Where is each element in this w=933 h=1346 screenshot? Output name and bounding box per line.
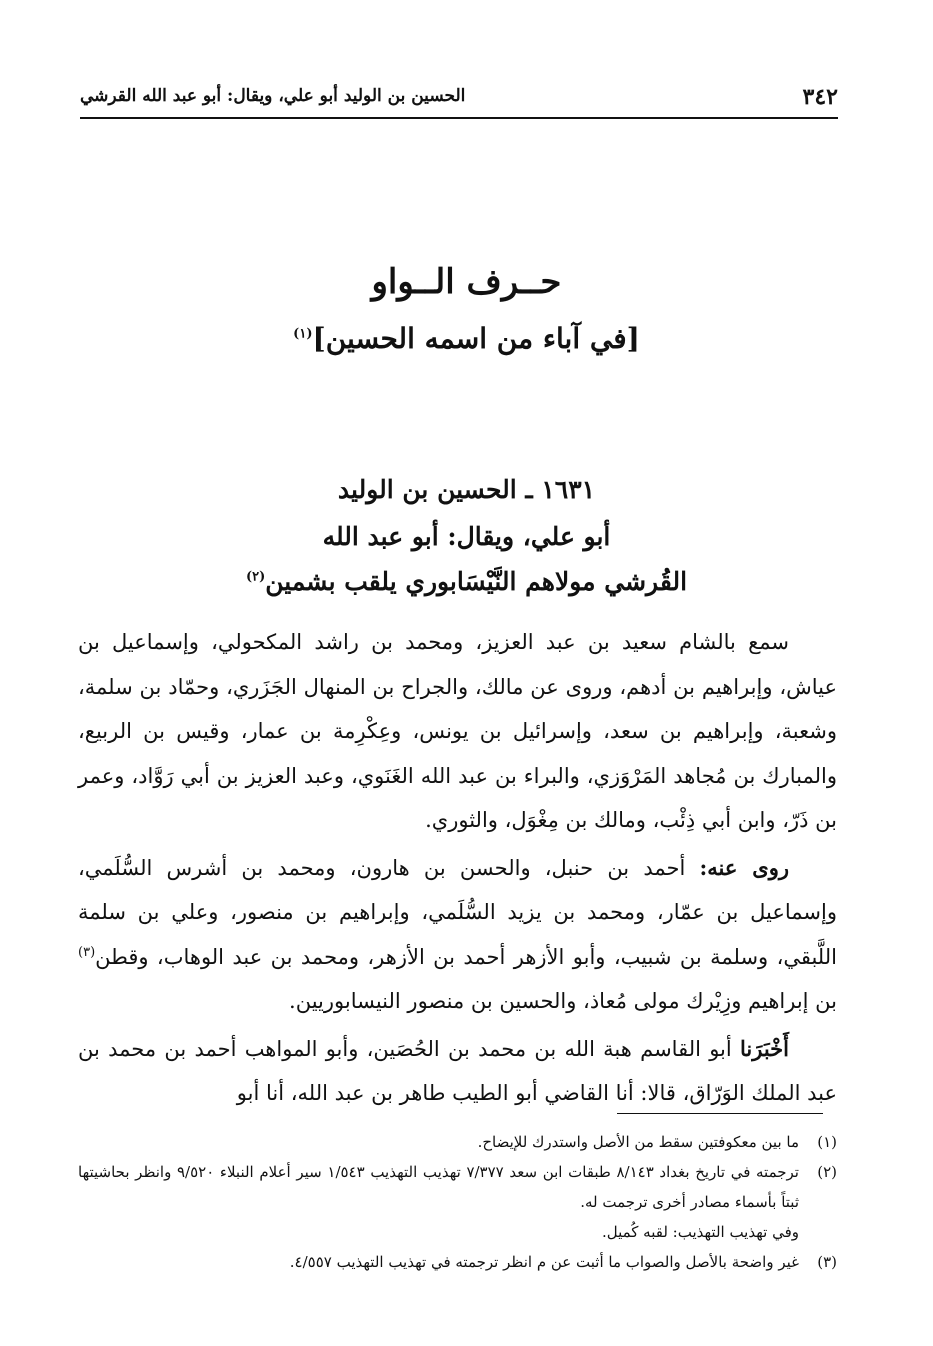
footnote-number: (٢) (817, 1163, 837, 1181)
isnad-lead: أَخْبَرَنا (740, 1035, 789, 1061)
entry-heading-nisba (0, 567, 933, 596)
body-text (78, 620, 837, 1119)
running-header (80, 82, 838, 116)
paragraph-teachers: سمع بالشام سعيد بن عبد العزيز، ومحمد بن راشد المكحولي، وإسماعيل بن عياش، وإبراهيم بن أدهم، وروى عن مالك، والجراح بن المنهال الجَزَري، وحمّاد بن سلمة، وشعبة، وإبراهيم بن سعد، وإسرائيل بن يونس، وعِكْرِمة بن عمار، وقيس بن الربيع، والمبارك بن مُجاهد المَرْوَزي، والبراء بن عبد الله الغَنَوي، وعبد العزيز بن أبي رَوَّاد، وعمر بن ذَرّ، وابن أبي ذِئْب، ومالك بن مِغْوَل، والثوري. (78, 630, 837, 832)
footnote-line: غير واضحة بالأصل والصواب ما أثبت عن م انظر ترجمته في تهذيب التهذيب ٤/٥٥٧. (289, 1253, 799, 1271)
page-number: ٣٤٢ (802, 84, 838, 110)
footnote-ref-2: (٢) (245, 569, 266, 585)
footnotes (78, 1127, 837, 1277)
footnote-2 (78, 1157, 837, 1247)
chapter-subtitle (0, 322, 933, 355)
footnote-3 (78, 1247, 837, 1277)
students-lead: روى عنه: (699, 854, 789, 880)
footnote-line: ما بين معكوفتين سقط من الأصل واستدرك للإيضاح. (477, 1133, 799, 1151)
paragraph-isnad (78, 1027, 837, 1116)
header-divider (80, 117, 838, 119)
students-text-a: أحمد بن حنبل، والحسن بن هارون، ومحمد بن أشرس السُّلَمي، وإسماعيل بن عمّار، ومحمد بن يزيد السُّلَمي، وإبراهيم بن منصور، وعلي بن سلمة اللَّبقي، وسلمة بن شبيب، وأبو الأزهر أحمد بن الأزهر، ومحمد بن عبد الوهاب، وقطن (78, 855, 837, 969)
footnote-line: ترجمته في تاريخ بغداد ٨/١٤٣ طبقات ابن سعد ٧/٣٧٧ تهذيب التهذيب ١/٥٤٣ سير أعلام النبلاء ٩/٥٢٠ وانظر بحاشيتها ثبتاً بأسماء مصادر أخرى ترجمت له. (78, 1163, 799, 1211)
footnote-number: (٣) (817, 1253, 837, 1271)
footnote-number: (١) (817, 1133, 837, 1151)
footnote-ref-3: (٣) (78, 944, 96, 960)
footnote-text (78, 1127, 799, 1157)
isnad-text: أبو القاسم هبة الله بن محمد بن الحُصَين، وأبو المواهب أحمد بن محمد بن عبد الملك الوَرّاق، قالا: أنا القاضي أبو الطيب طاهر بن عبد الله، أنا أبو (78, 1036, 837, 1105)
footnote-line: وفي تهذيب التهذيب: لقبه كُميل. (601, 1223, 799, 1241)
chapter-subtitle-text: [في آباء من اسمه الحسين] (312, 322, 640, 355)
paragraph-students (78, 846, 837, 1024)
running-title: الحسين بن الوليد أبو علي، ويقال: أبو عبد الله القرشي (80, 86, 466, 106)
students-text-b: بن إبراهيم وزِيْرك مولى مُعاذ، والحسين بن منصور النيسابوريين. (289, 989, 837, 1013)
entry-heading-kunya: أبو علي، ويقال: أبو عبد الله (322, 522, 611, 551)
footnote-divider (617, 1113, 823, 1114)
footnote-ref-1: (١) (293, 326, 313, 342)
footnote-text (78, 1247, 799, 1277)
footnote-1 (78, 1127, 837, 1157)
entry-heading-nisba-text: القُرشي مولاهم النَّيْسَابوري يلقب بشمين (265, 567, 688, 596)
footnote-text (78, 1157, 799, 1247)
entry-heading-name: ١٦٣١ ـ الحسين بن الوليد (337, 475, 596, 504)
chapter-title: حــرف الــواو (371, 262, 562, 302)
